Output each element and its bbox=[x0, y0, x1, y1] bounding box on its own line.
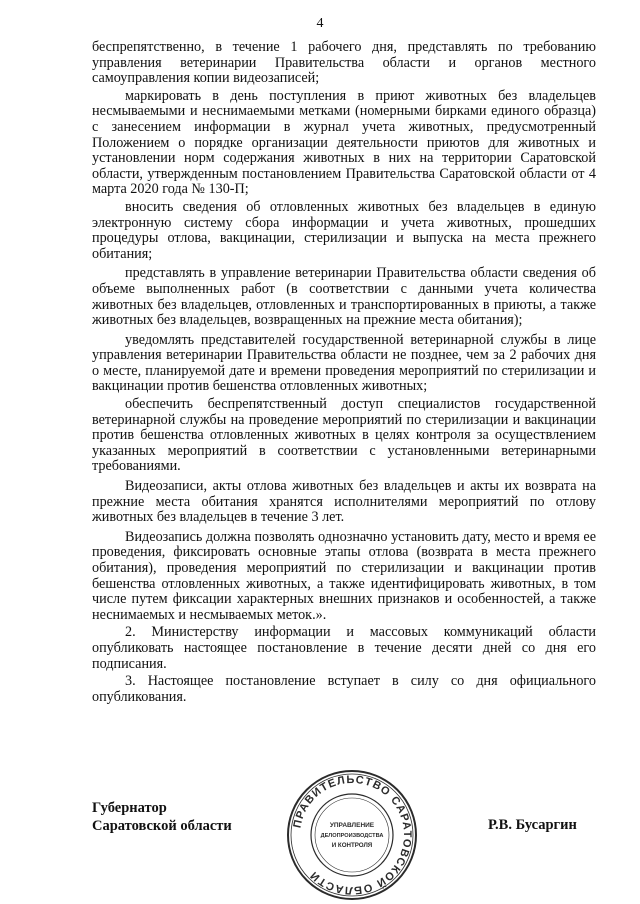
paragraph-copies: беспрепятственно, в течение 1 рабочего дня, представлять по требованию управления ветеринарии Правительства области и органов местного самоуправления копии видеозаписей; bbox=[92, 39, 596, 87]
paragraph-effective: 3. Настоящее постановление вступает в силу со дня официального опубликования. bbox=[92, 673, 596, 705]
paragraph-video-requirements: Видеозапись должна позволять однозначно установить дату, место и время ее проведения, фиксировать основные этапы отлова (возврата в места прежнего обитания), проведения мероприятий по стерилизации и вакцинации против бешенства отловленных животных, а также идентифицировать животных, в том числе путем фиксации характерных внешних признаков и особенностей, а также неснимаемых и несмываемых меток.». bbox=[92, 528, 596, 623]
paragraph-notify: уведомлять представителей государственной ветеринарной службы в лице управления ветеринарии Правительства области не позднее, чем за 2 рабочих дня о месте, планируемой дате и времени проведения мероприятий по стерилизации и вакцинации против бешенства отловленных животных; bbox=[92, 331, 596, 395]
paragraph-marking: маркировать в день поступления в приют животных без владельцев несмываемыми и неснимаемыми метками (номерными бирками единого образца) с занесением информации в журнал учета животных, предусмотренный Положением о порядке организации деятельности приютов для животных и установлении норм содержания животных в них на территории Саратовской области, утвержденным постановлением Правительства Саратовской области от 4 марта 2020 года № 130-П; bbox=[92, 87, 596, 198]
paragraph-access: обеспечить беспрепятственный доступ специалистов государственной ветеринарной службы на проведение мероприятий по стерилизации и вакцинации против бешенства отловленных животных в целях контроля за осуществлением указанных мероприятий в соответствии с установленными ветеринарными требованиями. bbox=[92, 396, 596, 475]
paragraph-publication: 2. Министерству информации и массовых коммуникаций области опубликовать настоящее постановление в течение десяти дней со дня его подписания. bbox=[92, 624, 596, 672]
seal-ring-text: ПРАВИТЕЛЬСТВО САРАТОВСКОЙ ОБЛАСТИ bbox=[291, 773, 414, 897]
signatory-title: Губернатор bbox=[92, 800, 167, 816]
page-number: 4 bbox=[316, 16, 324, 31]
signatory-name: Р.В. Бусаргин bbox=[488, 817, 577, 833]
seal-center-line-2: ДЕЛОПРОИЗВОДСТВА bbox=[320, 833, 384, 839]
paragraph-reports: представлять в управление ветеринарии Правительства области сведения об объеме выполненных работ (в соответствии с данными учета количества животных без владельцев, отловленных и транспортированных в приюты, а также животных без владельцев, возвращенных на прежние места обитания); bbox=[92, 265, 596, 329]
seal-center-line-1: УПРАВЛЕНИЕ bbox=[329, 822, 375, 829]
signatory-region: Саратовской области bbox=[92, 818, 232, 834]
official-seal bbox=[283, 766, 421, 904]
paragraph-video-storage: Видеозаписи, акты отлова животных без владельцев и акты их возврата на прежние места обитания хранятся исполнителями мероприятий по отлову животных без владельцев в течение 3 лет. bbox=[92, 478, 596, 526]
paragraph-registry: вносить сведения об отловленных животных без владельцев в единую электронную систему сбора информации и учета животных, прошедших процедуры отлова, вакцинации, стерилизации и выпуска на места прежнего обитания; bbox=[92, 198, 596, 262]
document-body bbox=[92, 40, 596, 707]
signatory-position bbox=[92, 799, 232, 835]
seal-center-line-3: И КОНТРОЛЯ bbox=[331, 842, 373, 849]
